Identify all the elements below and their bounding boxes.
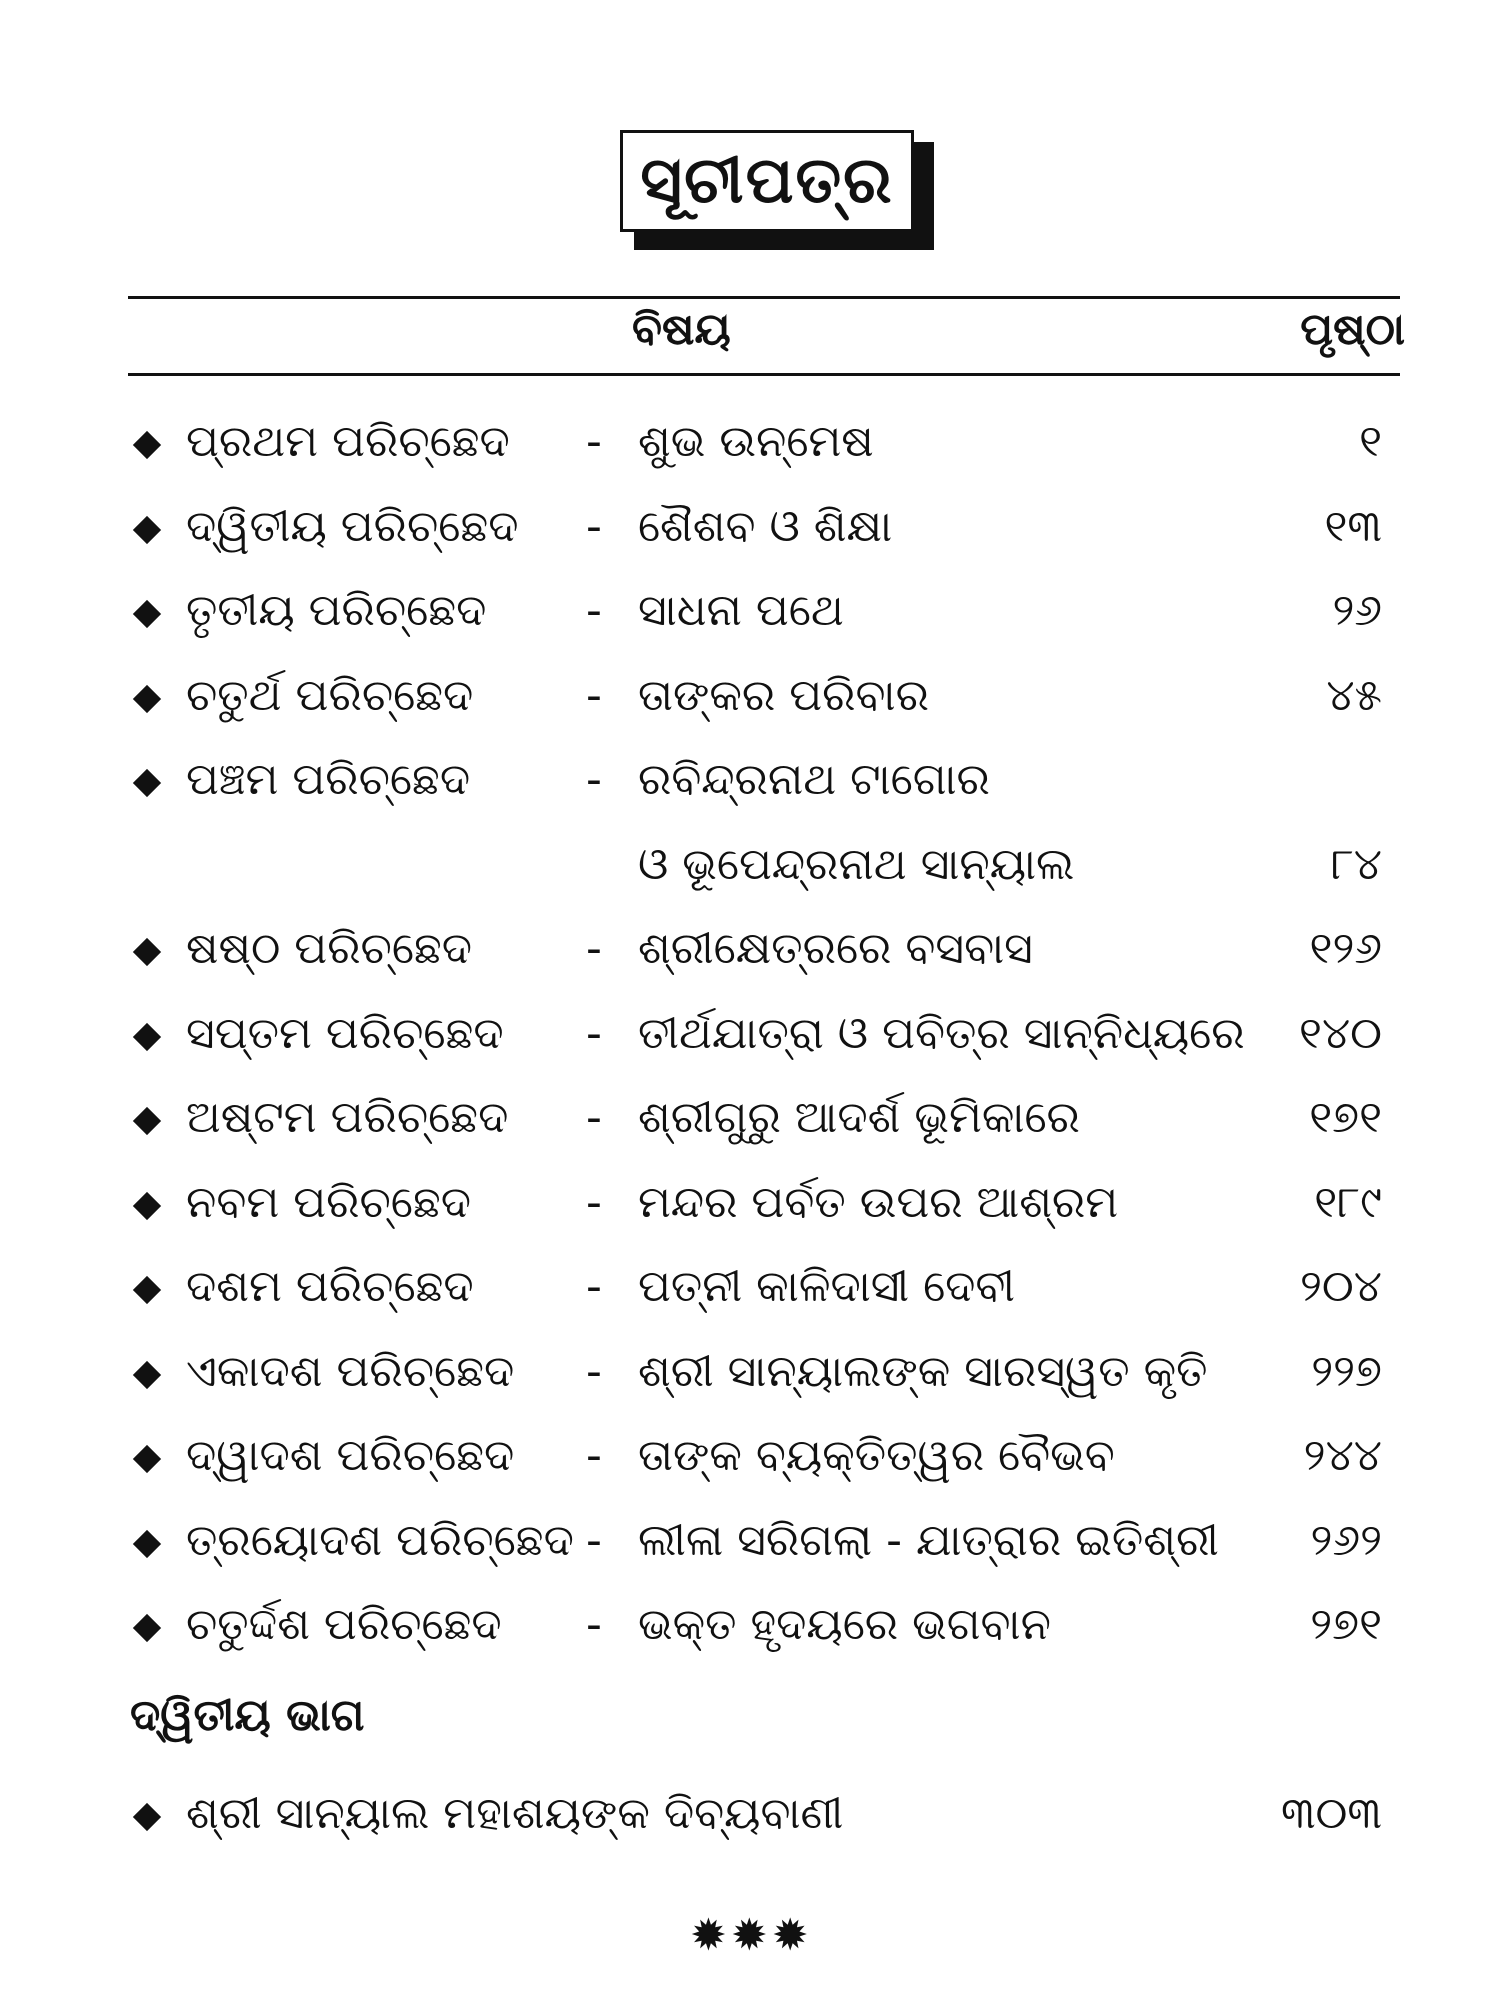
toc-row (0, 831, 1500, 901)
toc-subject: ଭକ୍ତ ହୃଦୟରେ ଭଗବାନ (638, 1599, 1051, 1650)
toc-page-number: ୧୮୯ (1314, 1177, 1382, 1228)
toc-row (0, 746, 1500, 816)
diamond-bullet-icon (134, 686, 160, 712)
section-heading: ଦ୍ୱିତୀୟ ଭାଗ (130, 1690, 365, 1741)
toc-page-number: ୪୫ (1326, 670, 1382, 721)
toc-dash: - (586, 585, 602, 636)
diamond-bullet-icon (134, 601, 160, 627)
toc-subject: ଶୈଶବ ଓ ଶିକ୍ଷା (638, 501, 893, 552)
diamond-bullet-icon (134, 1446, 160, 1472)
toc-chapter: ଷଷ୍ଠ ପରିଚ୍ଛେଦ (186, 923, 473, 974)
toc-chapter: ଚତୁର୍ଦ୍ଦଶ ପରିଚ୍ଛେଦ (186, 1599, 502, 1650)
toc-chapter: ସପ୍ତମ ପରିଚ୍ଛେଦ (186, 1008, 504, 1059)
toc-page-number: ୨୭୧ (1310, 1599, 1382, 1650)
toc-page-number: ୧ (1359, 416, 1382, 467)
toc-page-number: ୨୨୭ (1311, 1346, 1382, 1397)
toc-page-number: ୨୬୨ (1310, 1515, 1382, 1566)
toc-chapter: ତ୍ରୟୋଦଶ ପରିଚ୍ଛେଦ (186, 1515, 574, 1566)
toc-row (0, 1084, 1500, 1154)
diamond-bullet-icon (134, 1193, 160, 1219)
toc-subject: ସାଧନା ପଥେ (638, 585, 844, 636)
diamond-bullet-icon (134, 432, 160, 458)
toc-subject: ରବିନ୍ଦ୍ରନାଥ ଟାଗୋର (638, 754, 990, 805)
toc-chapter: ପଞ୍ଚମ ପରିଚ୍ଛେଦ (186, 754, 471, 805)
toc-row (0, 577, 1500, 647)
diamond-bullet-icon (134, 939, 160, 965)
toc-page-number: ୧୭୧ (1309, 1092, 1382, 1143)
toc-page-number: ୨୦୪ (1300, 1261, 1382, 1312)
toc-subject: ମନ୍ଦର ପର୍ବତ ଉପର ଆଶ୍ରମ (638, 1177, 1119, 1228)
toc-row (0, 662, 1500, 732)
toc-subject: ତାଙ୍କର ପରିବାର (638, 670, 929, 721)
toc-chapter: ଚତୁର୍ଥ ପରିଚ୍ଛେଦ (186, 670, 474, 721)
toc-chapter: ଏକାଦଶ ପରିଚ୍ଛେଦ (186, 1346, 515, 1397)
toc-page-number: ୧୪୦ (1299, 1008, 1382, 1059)
toc-dash: - (586, 1261, 602, 1312)
diamond-bullet-icon (134, 1531, 160, 1557)
ornament-stars-icon: ✹✹✹ (690, 1910, 813, 1961)
toc-subject: ଶ୍ରୀଗୁରୁ ଆଦର୍ଶ ଭୂମିକାରେ (638, 1092, 1080, 1143)
toc-dash: - (586, 670, 602, 721)
subject-column-header: ବିଷୟ (632, 304, 731, 355)
toc-row (0, 1422, 1500, 1492)
toc-row (0, 1253, 1500, 1323)
toc-row (0, 1591, 1500, 1661)
toc-page-number: ୨୬ (1332, 585, 1382, 636)
toc-chapter: ଦ୍ୱାଦଶ ପରିଚ୍ଛେଦ (186, 1430, 515, 1481)
diamond-bullet-icon (134, 1024, 160, 1050)
toc-page-number: ୧୩ (1324, 501, 1382, 552)
toc-dash: - (586, 1599, 602, 1650)
toc-row (0, 915, 1500, 985)
toc-chapter: ନବମ ପରିଚ୍ଛେଦ (186, 1177, 471, 1228)
toc-subject: ପତ୍ନୀ କାଳିଦାସୀ ଦେବୀ (638, 1261, 1015, 1312)
toc-dash: - (586, 1346, 602, 1397)
toc-dash: - (586, 1008, 602, 1059)
diamond-bullet-icon (134, 1108, 160, 1134)
diamond-bullet-icon (134, 517, 160, 543)
title-box (620, 130, 938, 252)
toc-row-final (0, 1780, 1500, 1850)
toc-subject: ତୀର୍ଥଯାତ୍ରା ଓ ପବିତ୍ର ସାନ୍ନିଧ୍ୟରେ (638, 1008, 1245, 1059)
toc-row (0, 1169, 1500, 1239)
page-title: ସୂଚୀପତ୍ର (620, 130, 914, 232)
toc-dash: - (586, 1177, 602, 1228)
toc-row (0, 493, 1500, 563)
toc-page-number: ୩୦୩ (1280, 1788, 1382, 1839)
toc-subject: ଲୀଳା ସରିଗଲା - ଯାତ୍ରାର ଇତିଶ୍ରୀ (638, 1515, 1219, 1566)
toc-row (0, 408, 1500, 478)
toc-row (0, 1507, 1500, 1577)
toc-dash: - (586, 1430, 602, 1481)
toc-chapter: ଦଶମ ପରିଚ୍ଛେଦ (186, 1261, 474, 1312)
toc-dash: - (586, 1515, 602, 1566)
toc-chapter: ପ୍ରଥମ ପରିଚ୍ଛେଦ (186, 416, 510, 467)
toc-subject: ଓ ଭୂପେନ୍ଦ୍ରନାଥ ସାନ୍ୟାଲ (638, 839, 1075, 890)
diamond-bullet-icon (134, 1804, 160, 1830)
diamond-bullet-icon (134, 1277, 160, 1303)
diamond-bullet-icon (134, 1362, 160, 1388)
diamond-bullet-icon (134, 770, 160, 796)
toc-chapter: ତୃତୀୟ ପରିଚ୍ଛେଦ (186, 585, 487, 636)
toc-page-number: ୮୪ (1330, 839, 1382, 890)
toc-subject: ତାଙ୍କ ବ୍ୟକ୍ତିତ୍ୱର ବୈଭବ (638, 1430, 1115, 1481)
toc-dash: - (586, 1092, 602, 1143)
toc-subject: ଶ୍ରୀକ୍ଷେତ୍ରରେ ବସବାସ (638, 923, 1033, 974)
page-column-header: ପୃଷ୍ଠା (1300, 304, 1405, 355)
toc-chapter: ଅଷ୍ଟମ ପରିଚ୍ଛେଦ (186, 1092, 509, 1143)
diamond-bullet-icon (134, 1615, 160, 1641)
toc-page-number: ୨୪୪ (1303, 1430, 1382, 1481)
header-bottom-rule (128, 373, 1400, 376)
toc-subject: ଶ୍ରୀ ସାନ୍ୟାଲ ମହାଶୟଙ୍କ ଦିବ୍ୟବାଣୀ (186, 1788, 844, 1839)
toc-dash: - (586, 416, 602, 467)
toc-row (0, 1338, 1500, 1408)
toc-dash: - (586, 754, 602, 805)
toc-page-number: ୧୨୬ (1309, 923, 1382, 974)
toc-subject: ଶ୍ରୀ ସାନ୍ୟାଲଙ୍କ ସାରସ୍ୱତ କୃତି (638, 1346, 1208, 1397)
header-top-rule (128, 296, 1400, 299)
toc-row (0, 1000, 1500, 1070)
toc-chapter: ଦ୍ୱିତୀୟ ପରିଚ୍ଛେଦ (186, 501, 519, 552)
toc-subject: ଶୁଭ ଉନ୍ମେଷ (638, 416, 874, 467)
toc-dash: - (586, 923, 602, 974)
toc-dash: - (586, 501, 602, 552)
